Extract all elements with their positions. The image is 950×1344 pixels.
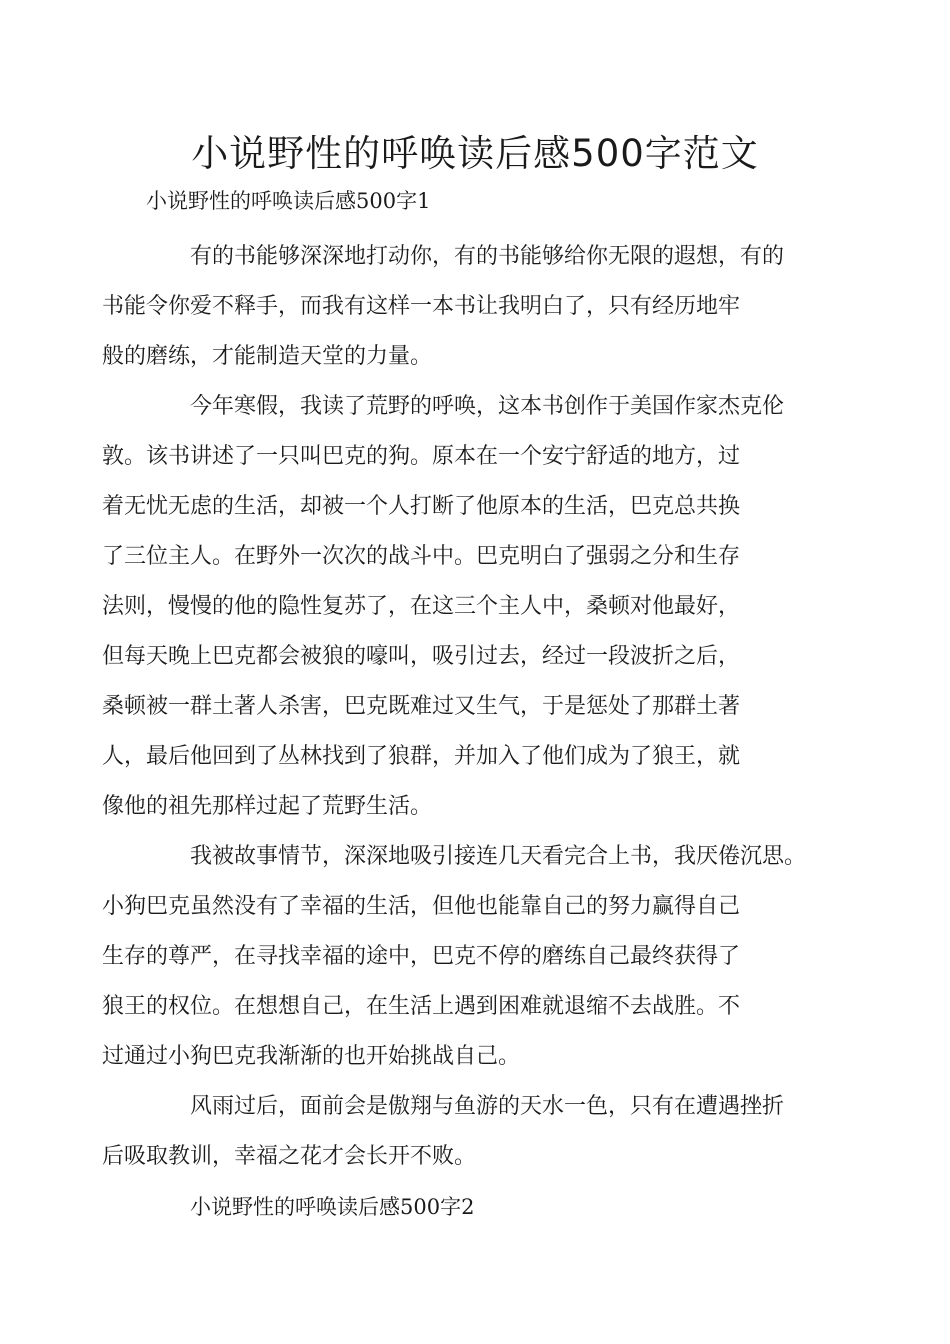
paragraph-line: 后吸取教训，幸福之花才会长开不败。	[102, 1144, 477, 1169]
paragraph-line: 书能令你爱不释手，而我有这样一本书让我明白了，只有经历地牢	[102, 294, 741, 319]
paragraph-line: 小狗巴克虽然没有了幸福的生活，但他也能靠自己的努力赢得自己	[102, 894, 741, 919]
paragraph-line: 过通过小狗巴克我渐渐的也开始挑战自己。	[102, 1044, 521, 1069]
paragraph-3	[102, 832, 807, 1082]
paragraph-line: 法则，慢慢的他的隐性复苏了，在这三个主人中，桑顿对他最好，	[102, 594, 741, 619]
paragraph-line: 风雨过后，面前会是傲翔与鱼游的天水一色，只有在遭遇挫折	[190, 1094, 785, 1119]
paragraph-line: 桑顿被一群土著人杀害，巴克既难过又生气，于是惩处了那群土著	[102, 694, 741, 719]
paragraph-line: 生存的尊严，在寻找幸福的途中，巴克不停的磨练自己最终获得了	[102, 944, 741, 969]
paragraph-line: 了三位主人。在野外一次次的战斗中。巴克明白了强弱之分和生存	[102, 544, 741, 569]
paragraph-line: 像他的祖先那样过起了荒野生活。	[102, 794, 433, 819]
paragraph-1	[102, 232, 806, 382]
paragraph-line: 人，最后他回到了丛林找到了狼群，并加入了他们成为了狼王，就	[102, 744, 741, 769]
paragraph-line: 但每天晚上巴克都会被狼的嚎叫，吸引过去，经过一段波折之后，	[102, 644, 741, 669]
document-body	[102, 232, 807, 1232]
document-subtitle: 小说野性的呼唤读后感500字1	[146, 189, 431, 213]
paragraph-line: 敦。该书讲述了一只叫巴克的狗。原本在一个安宁舒适的地方，过	[102, 444, 741, 469]
paragraph-line: 有的书能够深深地打动你，有的书能够给你无限的遐想，有的	[190, 244, 785, 269]
section-heading: 小说野性的呼唤读后感500字2	[190, 1195, 475, 1219]
document-title: 小说野性的呼唤读后感500字范文	[191, 132, 759, 175]
paragraph-line: 今年寒假，我读了荒野的呼唤，这本书创作于美国作家杰克伦	[190, 394, 785, 419]
paragraph-line: 狼王的权位。在想想自己，在生活上遇到困难就退缩不去战胜。不	[102, 994, 741, 1019]
paragraph-line: 着无忧无虑的生活，却被一个人打断了他原本的生活，巴克总共换	[102, 494, 741, 519]
paragraph-line: 般的磨练，才能制造天堂的力量。	[102, 344, 433, 369]
paragraph-2	[102, 382, 806, 832]
paragraph-line: 我被故事情节，深深地吸引接连几天看完合上书，我厌倦沉思。	[190, 844, 807, 869]
paragraph-4	[102, 1082, 806, 1182]
